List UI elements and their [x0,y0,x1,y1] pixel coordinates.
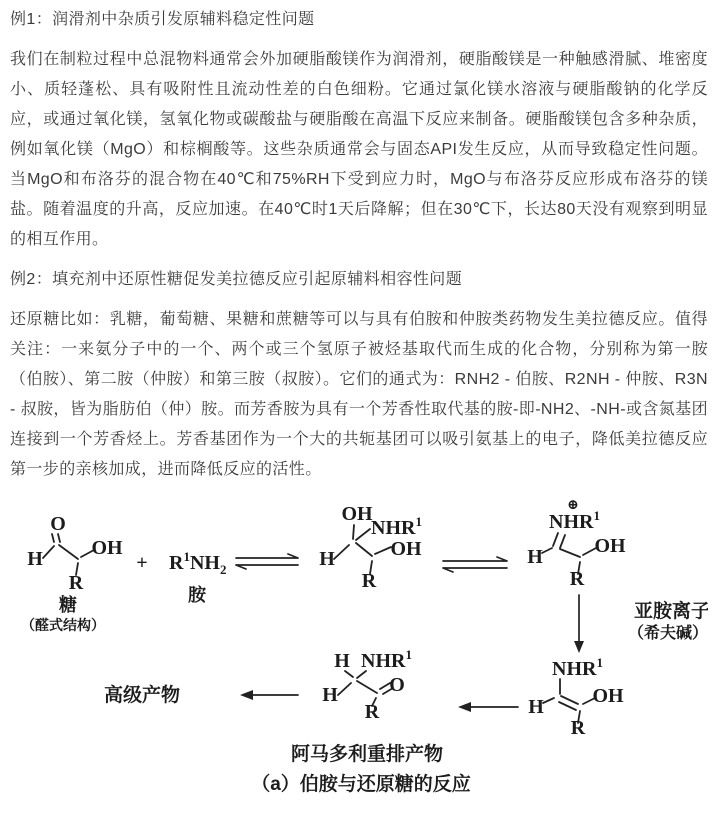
sugar-structure [21,513,123,633]
atom-r: R [569,568,585,590]
atom-nhr1 [371,514,422,539]
amine-reagent [169,549,226,605]
amadori-to-advanced-arrow [240,690,298,700]
amine-formula [169,549,226,577]
enol-structure [528,655,624,739]
enol-to-amadori-arrow [458,702,518,712]
positive-charge-icon: ⊕ [567,498,579,513]
atom-o: O [389,674,405,696]
atom-oh: OH [592,685,624,707]
sugar-label: 糖 [59,595,77,615]
amadori-structure [322,647,412,723]
atom-h: H [528,696,544,718]
plus-sign: + [136,552,148,574]
maillard-reaction-diagram [10,495,708,820]
atom-nhr: NHR [371,517,416,539]
figure-caption: （a）伯胺与还原糖的反应 [251,774,471,795]
down-arrowhead-icon [574,641,584,653]
atom-oh-top: OH [341,503,373,525]
superscript-1: 1 [593,508,600,523]
carbinolamine-structure [319,503,422,592]
atom-h-top: H [334,650,350,672]
section-heading-1: 例1：润滑剂中杂质引发原辅料稳定性问题 [10,11,315,28]
atom-r: R [68,572,84,594]
atom-oh: OH [594,535,626,557]
atom-nhr: NHR [549,511,594,533]
atom-nhr: NHR [552,658,597,680]
atom-nhr1 [361,647,412,672]
paragraph-2: 还原糖比如：乳糖，葡萄糖、果糖和蔗糖等可以与具有伯胺和仲胺类药物发生美拉德反应。值得关注：一来氨分子中的一个、两个或三个氢原子被烃基取代而生成的化合物，分别称为第一胺（伯胺）、第二胺（仲胺）和第三胺（叔胺）。它们的通式为：RNH2 - 伯胺、R2NH - 仲胺、R3N - 叔胺，皆为脂肪伯（仲）胺。而芳香胺为具有一个芳香性取代基的胺-即-NH2、-NH-或含氮基团连接到一个芳香烃上。芳香基团作为一个大的共轭基团可以吸引氨基上的电子，降低美拉德反应第一步的亲核加成，进而降低反应的活性。 [10,311,708,478]
atom-nhr: NHR [361,650,406,672]
iminium-structure [527,498,626,590]
atom-h: H [27,548,43,570]
reaction-diagram-figure [10,495,708,825]
amine-label: 胺 [188,585,206,605]
equilibrium-arrow-2 [443,557,507,572]
superscript-1: 1 [405,647,412,662]
left-arrowhead-icon [458,702,471,712]
superscript-1: 1 [415,514,422,529]
amadori-product-label: 阿马多利重排产物 [290,744,444,765]
article-text [10,5,708,485]
schiff-base-step [574,595,708,653]
bond-lines [543,679,595,723]
section-heading-2: 例2：填充剂中还原性糖促发美拉德反应引起原辅料相容性问题 [10,271,463,288]
iminium-ion-label: 亚胺离子 [633,601,708,622]
atom-oh: OH [91,537,123,559]
atom-nh: NH [189,552,220,574]
atom-h: H [319,548,335,570]
superscript-1: 1 [183,549,190,564]
advanced-product-label: 高级产物 [103,685,181,706]
atom-nhr1 [549,508,600,533]
atom-r: R [361,570,377,592]
atom-nhr1 [552,655,603,680]
atom-r: R [364,701,380,723]
atom-h: H [527,546,543,568]
equilibrium-arrow-1 [236,554,298,569]
atom-r: R [570,717,586,739]
paragraph-1: 我们在制粒过程中总混物料通常会外加硬脂酸镁作为润滑剂，硬脂酸镁是一种触感滑腻、堆密度小、质轻蓬松、具有吸附性且流动性差的白色细粉。它通过氯化镁水溶液与硬脂酸钠的化学反应，或通过氧化镁，氢氧化物或碳酸盐与硬脂酸在高温下反应来制备。硬脂酸镁包含多种杂质，例如氧化镁（MgO）和棕榈酸等。这些杂质通常会与固态API发生反应，从而导致稳定性问题。当MgO和布洛芬的混合物在40℃和75%RH下受到应力时，MgO与布洛芬反应形成布洛芬的镁盐。随着温度的升高，反应加速。在40℃时1天后降解；但在30℃下，长达80天没有观察到明显的相互作用。 [10,51,708,248]
atom-h-left: H [322,684,338,706]
subscript-2: 2 [219,562,227,577]
sugar-sublabel: （醛式结构） [21,617,105,633]
bond-lines [43,534,94,575]
atom-o: O [50,513,66,535]
left-arrowhead-icon [240,690,253,700]
superscript-1: 1 [596,655,603,670]
atom-oh-right: OH [390,538,422,560]
schiff-base-label: （希夫碱） [627,625,708,642]
atom-r: R [169,552,184,574]
